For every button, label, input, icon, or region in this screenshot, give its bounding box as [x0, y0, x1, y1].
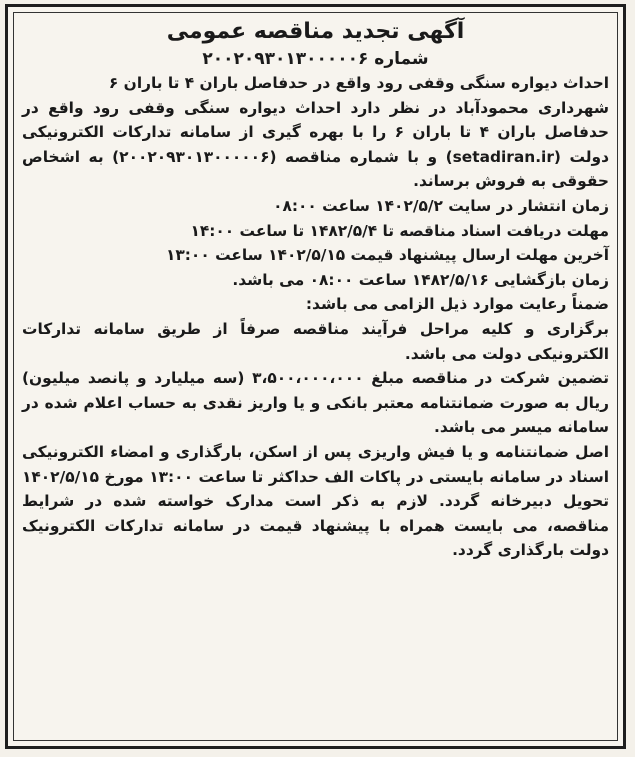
publish-time: زمان انتشار در سایت ۱۴۰۲/۵/۲ ساعت ۰۸:۰۰: [273, 196, 609, 215]
notice-header: [14, 17, 617, 71]
opening-time: زمان بازگشایی ۱۴۸۲/۵/۱۶ ساعت ۰۸:۰۰ می باشد.: [232, 270, 609, 289]
project-title: احداث دیواره سنگی وقفی رود واقع در حدفاصل باران ۴ تا باران ۶: [108, 74, 609, 92]
document-deadline: مهلت دریافت اسناد مناقصه تا ۱۴۸۲/۵/۴ تا ساعت ۱۴:۰۰: [190, 221, 609, 240]
requirement-submission: اصل ضمانتنامه و یا فیش واریزی پس از اسکن، بارگذاری و امضاء الکترونیکی اسناد در سامانه بایستی در پاکات الف حداکثر تا ساعت ۱۳:۰۰ مورخ ۱۴۰۲/۵/۱۵ تحویل دبیرخانه گردد. لازم به ذکر است مدارک خواسته شده در شرایط مناقصه، می بایست همراه با پیشنهاد قیمت در سامانه تدارکات الکترونیک دولت بارگذاری گردد.: [22, 442, 609, 560]
requirement-process: برگزاری و کلیه مراحل فرآیند مناقصه صرفاً از طریق سامانه تدارکات الکترونیکی دولت می باشد.: [22, 319, 609, 363]
requirements-intro: ضمناً رعایت موارد ذیل الزامی می باشد:: [305, 295, 609, 314]
notice-inner-border: [13, 12, 618, 741]
bid-deadline: آخرین مهلت ارسال پیشنهاد قیمت ۱۴۰۲/۵/۱۵ ساعت ۱۳:۰۰: [165, 246, 609, 265]
requirement-guarantee: تضمین شرکت در مناقصه مبلغ ۳،۵۰۰،۰۰۰،۰۰۰ (سه میلیارد و پانصد میلیون) ریال به صورت ضمانتنامه معتبر بانکی و یا واریز نقدی به حساب اعلام شده در سامانه میسر می باشد.: [22, 369, 609, 437]
tender-number: شماره ۲۰۰۲۰۹۳۰۱۳۰۰۰۰۰۶: [202, 49, 429, 69]
tender-description: شهرداری محمودآباد در نظر دارد احداث دیواره سنگی وقفی رود واقع در حدفاصل باران ۴ تا باران ۶ را با بهره گیری از سامانه تدارکات الکترونیکی دولت (setadiran.ir) و با شماره مناقصه (۲۰۰۲۰۹۳۰۱۳۰۰۰۰۰۶) به اشخاص حقوقی به فروش برساند.: [22, 98, 609, 191]
notice-title: آگهی تجدید مناقصه عمومی: [166, 19, 465, 44]
notice-frame: [5, 4, 626, 749]
notice-body: [14, 71, 617, 563]
